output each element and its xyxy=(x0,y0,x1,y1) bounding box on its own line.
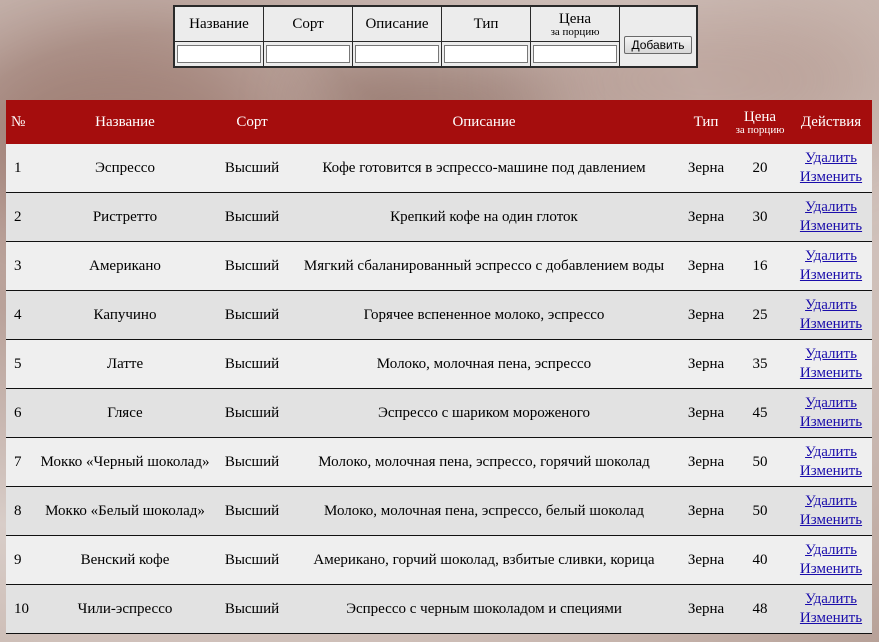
row-name: Ристретто xyxy=(32,193,218,242)
row-type: Зерна xyxy=(682,291,730,340)
row-number: 4 xyxy=(6,291,32,340)
edit-link[interactable]: Изменить xyxy=(799,365,863,381)
row-type: Зерна xyxy=(682,536,730,585)
row-price: 40 xyxy=(730,536,790,585)
edit-link[interactable]: Изменить xyxy=(799,561,863,577)
form-header-type: Тип xyxy=(442,6,531,42)
row-price: 20 xyxy=(730,144,790,193)
row-type: Зерна xyxy=(682,193,730,242)
row-description: Молоко, молочная пена, эспрессо xyxy=(286,340,682,389)
row-type: Зерна xyxy=(682,487,730,536)
row-type: Зерна xyxy=(682,585,730,634)
edit-link[interactable]: Изменить xyxy=(799,218,863,234)
row-description: Крепкий кофе на один глоток xyxy=(286,193,682,242)
row-grade: Высший xyxy=(218,585,286,634)
edit-link[interactable]: Изменить xyxy=(799,463,863,479)
form-header-grade: Сорт xyxy=(264,6,353,42)
row-number: 8 xyxy=(6,487,32,536)
row-grade: Высший xyxy=(218,438,286,487)
edit-link[interactable]: Изменить xyxy=(799,169,863,185)
row-price: 25 xyxy=(730,291,790,340)
row-type: Зерна xyxy=(682,438,730,487)
delete-link[interactable]: Удалить xyxy=(805,395,857,411)
row-name: Капучино xyxy=(32,291,218,340)
add-item-form xyxy=(173,5,698,68)
row-actions xyxy=(790,193,872,242)
row-description: Молоко, молочная пена, эспрессо, горячий шоколад xyxy=(286,438,682,487)
header-type: Тип xyxy=(682,100,730,144)
row-price: 45 xyxy=(730,389,790,438)
table-row xyxy=(6,536,872,585)
row-type: Зерна xyxy=(682,340,730,389)
add-button[interactable]: Добавить xyxy=(624,36,691,54)
row-name: Мокко «Белый шоколад» xyxy=(32,487,218,536)
row-actions xyxy=(790,144,872,193)
delete-link[interactable]: Удалить xyxy=(805,542,857,558)
header-number: № xyxy=(6,100,32,144)
row-name: Американо xyxy=(32,242,218,291)
row-grade: Высший xyxy=(218,291,286,340)
row-grade: Высший xyxy=(218,340,286,389)
row-price: 50 xyxy=(730,487,790,536)
row-description: Американо, горчий шоколад, взбитые сливки, корица xyxy=(286,536,682,585)
row-description: Мягкий сбаланированный эспрессо с добавлением воды xyxy=(286,242,682,291)
form-header-name: Название xyxy=(174,6,264,42)
delete-link[interactable]: Удалить xyxy=(805,346,857,362)
delete-link[interactable]: Удалить xyxy=(805,444,857,460)
form-button-cell xyxy=(620,6,698,67)
table-row xyxy=(6,585,872,634)
delete-link[interactable]: Удалить xyxy=(805,297,857,313)
row-actions xyxy=(790,536,872,585)
edit-link[interactable]: Изменить xyxy=(799,267,863,283)
delete-link[interactable]: Удалить xyxy=(805,493,857,509)
row-type: Зерна xyxy=(682,144,730,193)
row-number: 9 xyxy=(6,536,32,585)
table-row xyxy=(6,291,872,340)
delete-link[interactable]: Удалить xyxy=(805,248,857,264)
row-grade: Высший xyxy=(218,487,286,536)
row-price: 35 xyxy=(730,340,790,389)
row-price: 50 xyxy=(730,438,790,487)
table-header-row xyxy=(6,100,872,144)
row-name: Венский кофе xyxy=(32,536,218,585)
table-row xyxy=(6,389,872,438)
type-input[interactable] xyxy=(444,45,528,63)
row-description: Кофе готовится в эспрессо-машине под давлением xyxy=(286,144,682,193)
coffee-menu-table xyxy=(6,100,872,634)
row-actions xyxy=(790,438,872,487)
price-input[interactable] xyxy=(533,45,617,63)
header-price: Цена за порцию xyxy=(730,100,790,144)
row-actions xyxy=(790,487,872,536)
table-row xyxy=(6,340,872,389)
edit-link[interactable]: Изменить xyxy=(799,414,863,430)
table-row xyxy=(6,242,872,291)
row-description: Эспрессо с черным шоколадом и специями xyxy=(286,585,682,634)
edit-link[interactable]: Изменить xyxy=(799,316,863,332)
row-name: Эспрессо xyxy=(32,144,218,193)
row-number: 3 xyxy=(6,242,32,291)
row-description: Молоко, молочная пена, эспрессо, белый шоколад xyxy=(286,487,682,536)
row-grade: Высший xyxy=(218,193,286,242)
row-grade: Высший xyxy=(218,536,286,585)
header-grade: Сорт xyxy=(218,100,286,144)
row-name: Глясе xyxy=(32,389,218,438)
name-input[interactable] xyxy=(177,45,261,63)
table-row xyxy=(6,438,872,487)
table-row xyxy=(6,193,872,242)
row-number: 7 xyxy=(6,438,32,487)
row-type: Зерна xyxy=(682,242,730,291)
row-actions xyxy=(790,585,872,634)
form-header-description: Описание xyxy=(353,6,442,42)
row-price: 48 xyxy=(730,585,790,634)
row-number: 6 xyxy=(6,389,32,438)
row-type: Зерна xyxy=(682,389,730,438)
row-name: Чили-эспрессо xyxy=(32,585,218,634)
table-row xyxy=(6,487,872,536)
edit-link[interactable]: Изменить xyxy=(799,610,863,626)
header-actions: Действия xyxy=(790,100,872,144)
row-grade: Высший xyxy=(218,242,286,291)
row-grade: Высший xyxy=(218,144,286,193)
row-number: 5 xyxy=(6,340,32,389)
header-description: Описание xyxy=(286,100,682,144)
row-number: 10 xyxy=(6,585,32,634)
row-actions xyxy=(790,340,872,389)
edit-link[interactable]: Изменить xyxy=(799,512,863,528)
row-description: Горячее вспененное молоко, эспрессо xyxy=(286,291,682,340)
delete-link[interactable]: Удалить xyxy=(805,199,857,215)
row-actions xyxy=(790,291,872,340)
delete-link[interactable]: Удалить xyxy=(805,150,857,166)
row-actions xyxy=(790,389,872,438)
row-price: 30 xyxy=(730,193,790,242)
row-name: Мокко «Черный шоколад» xyxy=(32,438,218,487)
row-number: 2 xyxy=(6,193,32,242)
form-header-price: Цена за порцию xyxy=(531,6,620,42)
table-row xyxy=(6,144,872,193)
header-name: Название xyxy=(32,100,218,144)
row-price: 16 xyxy=(730,242,790,291)
row-description: Эспрессо с шариком мороженого xyxy=(286,389,682,438)
row-actions xyxy=(790,242,872,291)
row-number: 1 xyxy=(6,144,32,193)
delete-link[interactable]: Удалить xyxy=(805,591,857,607)
description-input[interactable] xyxy=(355,45,439,63)
row-grade: Высший xyxy=(218,389,286,438)
row-name: Латте xyxy=(32,340,218,389)
grade-input[interactable] xyxy=(266,45,350,63)
